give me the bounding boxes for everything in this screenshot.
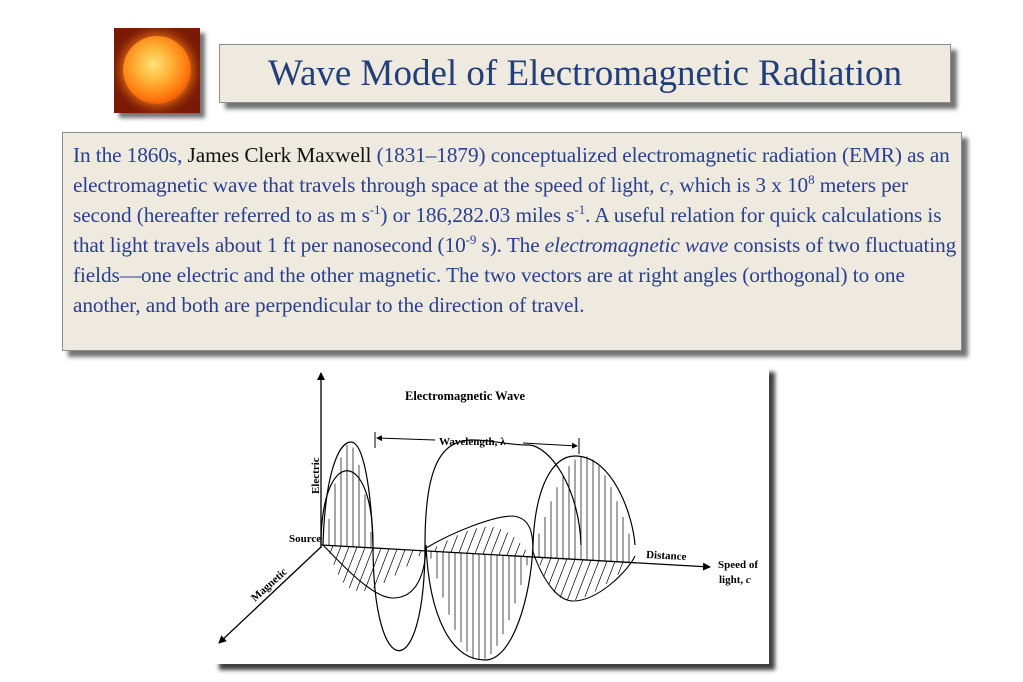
electric-label: Electric <box>310 457 322 494</box>
body-paragraph <box>73 140 961 320</box>
text-segment: (1831–1879) conceptualized electromagnetic radiation (EMR) as an electromagnetic wave that travels through space at the speed of light, <box>73 143 950 197</box>
magnetic-hatch-line <box>407 550 413 566</box>
magnetic-hatch-line <box>507 537 514 555</box>
magnetic-hatch-line <box>419 551 421 557</box>
speed-of-light-label-2: light, c <box>719 574 751 586</box>
magnetic-hatch-line <box>515 543 520 556</box>
sun-image <box>114 28 200 113</box>
magnetic-hatch-line <box>560 559 575 597</box>
title-box <box>219 44 951 103</box>
magnetic-hatch-line <box>549 558 559 585</box>
distance-label: Distance <box>645 549 687 564</box>
electric-wave-trough <box>426 545 533 660</box>
electric-field-hatching <box>329 445 629 660</box>
magnetic-hatch-line <box>483 527 493 554</box>
magnetic-axis <box>219 547 321 643</box>
magnetic-hatch-line <box>395 550 405 576</box>
text-segment: s). The <box>476 233 545 257</box>
magnetic-hatch-line <box>499 532 508 555</box>
magnetic-hatch-line <box>491 529 501 554</box>
magnetic-hatch-line <box>459 531 467 553</box>
slide-title: Wave Model of Electromagnetic Radiation <box>267 53 903 94</box>
speed-of-light-symbol: c <box>659 173 669 197</box>
magnetic-hatch-line <box>443 541 447 552</box>
electric-field-wave <box>321 440 581 651</box>
maxwell-name: James Clerk Maxwell <box>187 143 372 167</box>
magnetic-hatch-line <box>451 535 458 552</box>
text-segment: , which is 3 x 10 <box>668 173 809 197</box>
superscript: 8 <box>808 171 815 187</box>
text-segment: meters per second (hereafter referred to as m s <box>73 173 908 227</box>
magnetic-hatch-line <box>540 557 543 565</box>
wavelength-arrow-left <box>377 438 435 440</box>
superscript: -1 <box>574 201 586 217</box>
sun-disk <box>123 36 191 104</box>
magnetic-wave-lobe-2 <box>426 516 533 552</box>
emphasis-term: electromagnetic wave <box>544 233 729 257</box>
em-wave-diagram <box>213 366 769 664</box>
magnetic-hatch-line <box>606 561 615 584</box>
magnetic-label: Magnetic <box>248 565 290 605</box>
wavelength-label: Wavelength, λ <box>439 436 506 448</box>
text-segment: . A useful relation for quick calculations is that light travels about 1 ft per nanosecond (10 <box>73 203 942 257</box>
text-segment: ) or 186,282.03 miles s <box>380 203 575 227</box>
magnetic-hatch-line <box>475 527 485 554</box>
magnetic-hatch-line <box>435 546 437 551</box>
superscript: -1 <box>369 201 381 217</box>
electric-wave-crest-2 <box>533 456 635 545</box>
magnetic-hatch-line <box>349 547 365 588</box>
magnetic-hatch-line <box>374 549 389 589</box>
text-segment: In the 1860s, <box>73 143 188 167</box>
magnetic-hatch-line <box>467 528 477 553</box>
body-text-box <box>62 132 962 351</box>
speed-of-light-label-1: Speed of <box>718 559 759 571</box>
diagram-title: Electromagnetic Wave <box>405 389 525 403</box>
superscript: -9 <box>465 231 477 247</box>
magnetic-hatch-line <box>554 559 567 593</box>
magnetic-hatch-line <box>576 560 591 600</box>
magnetic-hatch-line <box>384 549 397 583</box>
magnetic-hatch-line <box>544 558 551 576</box>
magnetic-hatch-line <box>585 561 599 597</box>
source-label: Source <box>289 533 322 545</box>
text-segment: consists of two fluctuating fields—one electric and the other magnetic. The two vectors are at right angles (orthogonal) to one another, and both are perpendicular to the direction of travel. <box>73 233 957 317</box>
magnetic-hatch-line <box>567 560 583 600</box>
electric-wave-crest-1 <box>323 442 373 545</box>
magnetic-hatch-line <box>523 550 526 557</box>
